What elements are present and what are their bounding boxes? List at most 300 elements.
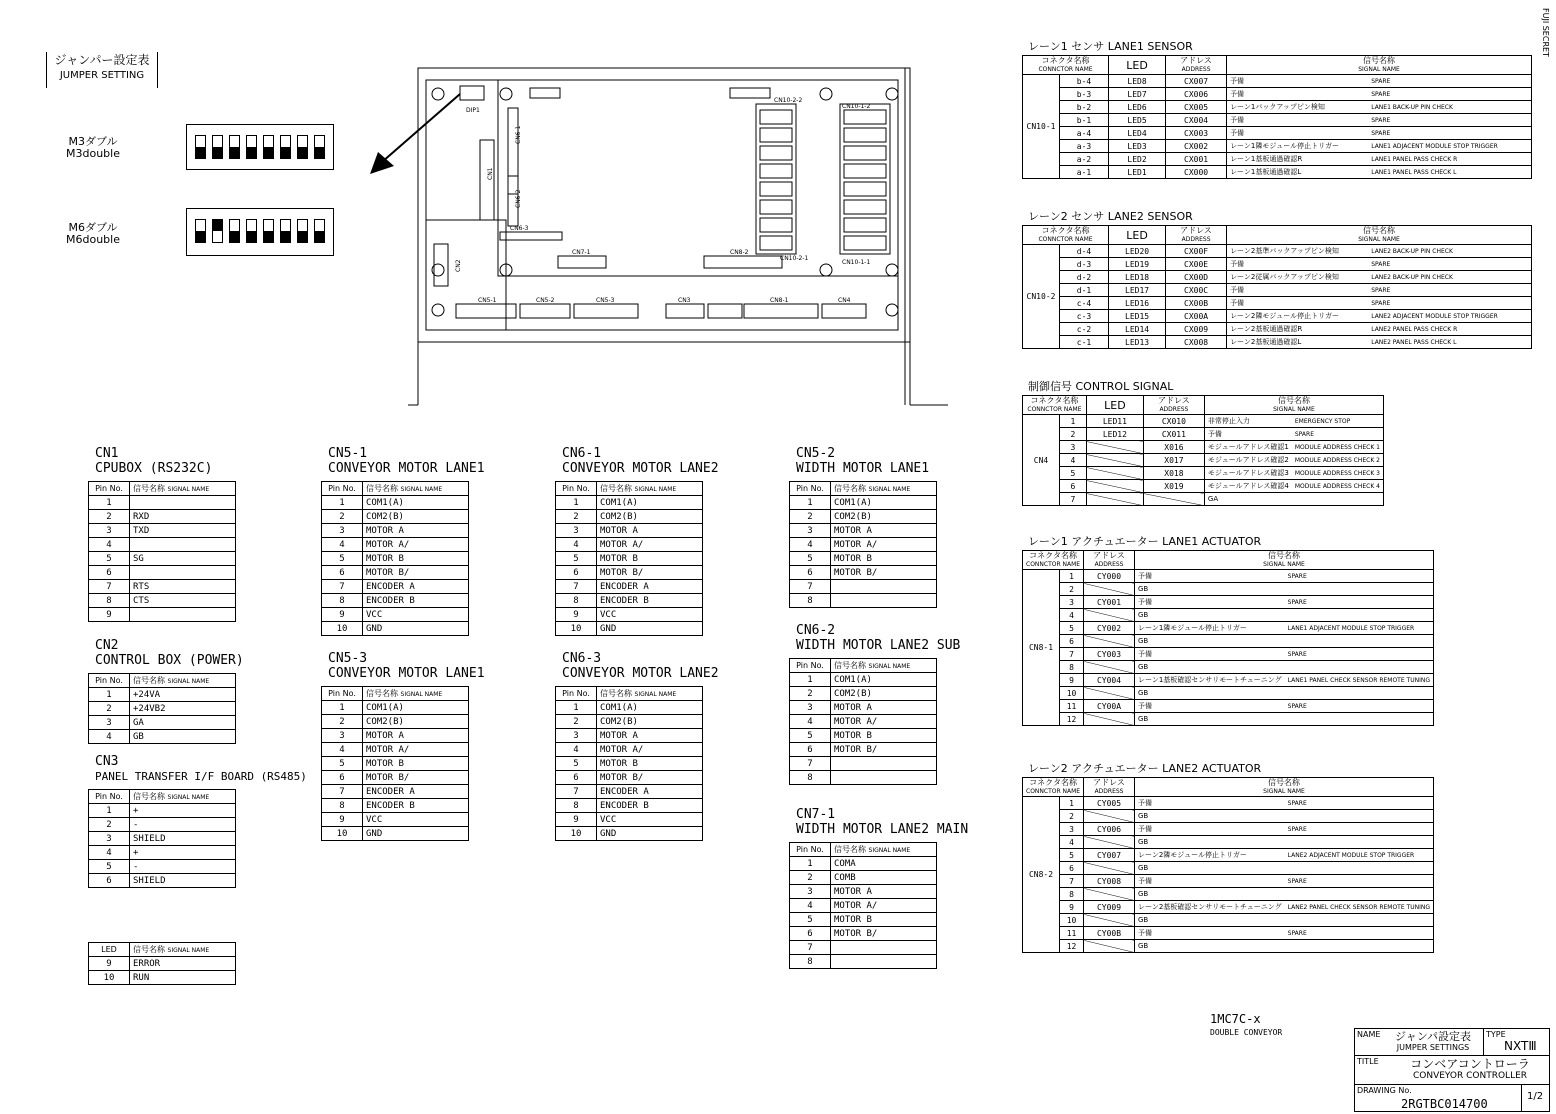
lane1-sensor-table [1022,55,1532,179]
table-row [1023,661,1434,674]
signal-en-cell: MODULE ADDRESS CHECK 4 [1292,480,1384,493]
sensor-connector [760,182,792,196]
signal-ja-cell: GB [1134,661,1284,674]
table-row [556,757,703,771]
signal-header: 信号名称 SIGNAL NAME [1204,396,1383,415]
pin-cell: 7 [89,580,130,594]
signal-en-cell: LANE1 PANEL PASS CHECK L [1368,166,1531,179]
title-en: CONVEYOR CONTROLLER [1412,1071,1528,1081]
pin-header: Pin No. [790,482,831,496]
signal-cell: + [130,846,236,860]
address-cell [1084,836,1135,849]
table-row [790,566,937,580]
signal-ja-cell: レーン2基板通過確認L [1227,336,1369,349]
signal-header: 信号名称 SIGNAL NAME [597,482,703,496]
signal-cell: ERROR [130,957,236,971]
signal-en-cell: SPARE [1368,114,1531,127]
mounting-hole [820,264,832,276]
signal-cell [831,941,937,955]
signal-cell: COM2(B) [363,715,469,729]
lane1-actuator-title: レーン1 アクチュエーター LANE1 ACTUATOR [1028,535,1262,548]
table-row [556,743,703,757]
address-cell: X016 [1143,441,1204,454]
pin-header: Pin No. [89,674,130,688]
signal-en-cell: SPARE [1368,297,1531,310]
pin-cell: 2 [89,818,130,832]
signal-ja-cell: 予備 [1204,428,1291,441]
pin-cell: 4 [556,743,597,757]
signal-en-cell [1285,914,1434,927]
pin-cell: 8 [1060,888,1084,901]
sensor-connector [844,200,886,214]
pin-cell: 1 [89,688,130,702]
signal-cell: SHIELD [130,832,236,846]
cn2-board-label: CN2 [455,259,462,272]
signal-cell: VCC [363,813,469,827]
table-row [790,955,937,969]
cn6-2-board-label: CN6-2 [515,189,522,208]
pin-cell: a-1 [1060,166,1109,179]
pin-cell: 3 [1060,596,1084,609]
signal-cell: CTS [130,594,236,608]
pin-cell: 8 [1060,661,1084,674]
signal-cell: COMB [831,871,937,885]
signal-ja-cell: GB [1134,810,1284,823]
table-row [89,538,236,552]
signal-cell: MOTOR A/ [597,743,703,757]
signal-cell: VCC [597,608,703,622]
signal-en-cell: LANE2 ADJACENT MODULE STOP TRIGGER [1368,310,1531,323]
jumper-title-box: ジャンパー設定表 JUMPER SETTING [46,52,158,88]
pin-cell: 6 [1060,862,1084,875]
signal-en-cell: SPARE [1285,927,1434,940]
connector-header: コネクタ名称 CONNCTOR NAME [1023,56,1109,75]
led-cell: LED17 [1109,284,1166,297]
pin-cell: 2 [322,510,363,524]
signal-ja-cell: 予備 [1227,114,1369,127]
pin-cell: 5 [556,757,597,771]
pin-cell: 7 [556,785,597,799]
led-cell: LED12 [1086,428,1143,441]
table-row [556,622,703,636]
address-cell [1084,661,1135,674]
signal-en-cell [1285,810,1434,823]
signal-en-cell: SPARE [1285,797,1434,810]
address-cell: CY003 [1084,648,1135,661]
signal-cell: MOTOR B/ [597,771,703,785]
table-row [556,552,703,566]
pin-cell: 1 [790,857,831,871]
dip-switch-position [280,135,291,159]
dip-switch-position [212,219,223,243]
pin-cell: 8 [556,799,597,813]
led-table [88,942,236,985]
signal-cell: ENCODER B [597,799,703,813]
table-row [1023,415,1384,428]
cn6-2-title: CN6-2 WIDTH MOTOR LANE2 SUB [796,623,961,653]
secret-side-label: FUJI SECRET [1541,8,1550,57]
sensor-connector [760,146,792,160]
control-signal-title: 制御信号 CONTROL SIGNAL [1028,380,1174,393]
table-row [1023,101,1532,114]
pin-cell: 4 [790,899,831,913]
signal-cell: ENCODER B [363,799,469,813]
signal-ja-cell: モジュールアドレス確認4 [1204,480,1291,493]
signal-cell: MOTOR A [831,524,937,538]
table-row [89,608,236,622]
table-row [1023,888,1434,901]
signal-ja-cell: 予備 [1227,297,1369,310]
signal-en-cell [1285,687,1434,700]
connector-cell: CN8-1 [1023,570,1060,726]
pin-cell: 5 [322,552,363,566]
signal-cell: MOTOR B [831,552,937,566]
pin-cell: 5 [89,860,130,874]
signal-cell: MOTOR B [831,913,937,927]
cn5-1-title: CN5-1 CONVEYOR MOTOR LANE1 [328,446,485,476]
signal-cell: MOTOR B [831,729,937,743]
table-row [1023,927,1434,940]
table-row [322,813,469,827]
signal-cell: COM1(A) [831,496,937,510]
pin-cell: 2 [322,715,363,729]
table-row [1023,258,1532,271]
address-cell: CY008 [1084,875,1135,888]
dip-switch-position [280,219,291,243]
led-cell: LED3 [1109,140,1166,153]
signal-ja-cell: GB [1134,583,1284,596]
signal-cell: COM2(B) [831,687,937,701]
dip-switch-position [263,135,274,159]
signal-cell: MOTOR B/ [831,566,937,580]
table-row [322,510,469,524]
signal-cell: COM2(B) [831,510,937,524]
table-row [322,580,469,594]
signal-ja-cell: 予備 [1227,127,1369,140]
signal-ja-cell: GB [1134,635,1284,648]
signal-ja-cell: 予備 [1227,75,1369,88]
signal-ja-cell: モジュールアドレス確認2 [1204,454,1291,467]
table-row [322,566,469,580]
pin-cell: b-2 [1060,101,1109,114]
signal-cell: COM2(B) [363,510,469,524]
address-cell [1084,713,1135,726]
cn2-table [88,673,236,744]
pin-cell: d-1 [1060,284,1109,297]
signal-cell: +24VB2 [130,702,236,716]
signal-cell: ENCODER B [363,594,469,608]
table-row [89,594,236,608]
pin-cell: 9 [1060,674,1084,687]
table-row [556,771,703,785]
m6-label: M6ダブル M6double [66,221,120,246]
signal-header: 信号名称 SIGNAL NAME [1134,551,1433,570]
signal-ja-cell: 予備 [1227,258,1369,271]
signal-en-cell: SPARE [1285,700,1434,713]
address-cell: CX001 [1166,153,1227,166]
pin-cell: 5 [556,552,597,566]
address-cell [1143,493,1204,506]
signal-ja-cell: 予備 [1134,823,1284,836]
table-row [1023,901,1434,914]
signal-cell: VCC [597,813,703,827]
table-row [89,846,236,860]
lane1-sensor-title: レーン1 センサ LANE1 SENSOR [1028,40,1193,53]
signal-ja-cell: モジュールアドレス確認3 [1204,467,1291,480]
sensor-connector [760,110,792,124]
table-row [556,827,703,841]
pin-cell: 6 [89,566,130,580]
table-row [1023,480,1384,493]
pin-cell: 1 [1060,415,1087,428]
sensor-connector [844,146,886,160]
pin-cell: 6 [790,927,831,941]
signal-en-cell: SPARE [1368,88,1531,101]
signal-ja-cell: 予備 [1227,88,1369,101]
cn10-2-1-board-label: CN10-2-1 [780,255,809,262]
address-cell: CX00C [1166,284,1227,297]
signal-header: 信号名称 SIGNAL NAME [130,790,236,804]
table-row [1023,114,1532,127]
signal-en-cell: LANE1 ADJACENT MODULE STOP TRIGGER [1368,140,1531,153]
led-cell [1086,493,1143,506]
signal-en-cell: LANE1 ADJACENT MODULE STOP TRIGGER [1285,622,1434,635]
table-row [89,716,236,730]
cn5-2-board-label: CN5-2 [536,297,555,304]
address-cell: CY00A [1084,700,1135,713]
table-row [556,785,703,799]
signal-cell: SG [130,552,236,566]
pin-cell: 11 [1060,927,1084,940]
pin-cell: 5 [322,757,363,771]
table-row [1023,849,1434,862]
cn10-2-2-board-label: CN10-2-2 [774,97,803,104]
pin-cell: 4 [790,538,831,552]
address-cell: CY009 [1084,901,1135,914]
address-cell: CX00F [1166,245,1227,258]
pin-cell: 7 [790,757,831,771]
signal-ja-cell: GB [1134,888,1284,901]
address-cell: CX009 [1166,323,1227,336]
table-row [1023,441,1384,454]
table-row [1023,493,1384,506]
pin-cell: b-1 [1060,114,1109,127]
signal-cell [831,955,937,969]
led-header: LED [1109,56,1166,75]
dip-switch-position [246,135,257,159]
table-row [1023,674,1434,687]
cn4-board-label: CN4 [838,297,851,304]
signal-cell: +24VA [130,688,236,702]
signal-cell: COM1(A) [363,496,469,510]
pin-cell: 9 [89,957,130,971]
signal-cell: MOTOR B/ [831,743,937,757]
address-header: アドレス ADDRESS [1166,226,1227,245]
type-label: TYPE [1486,1030,1506,1039]
signal-en-cell: MODULE ADDRESS CHECK 1 [1292,441,1384,454]
address-cell: CY007 [1084,849,1135,862]
pin-cell: 6 [790,566,831,580]
table-row [322,771,469,785]
signal-header: 信号名称 SIGNAL NAME [130,674,236,688]
table-row [790,496,937,510]
dip-switch-position [263,219,274,243]
signal-ja-cell: GB [1134,713,1284,726]
pin-cell: 9 [89,608,130,622]
connector-header: コネクタ名称 CONNCTOR NAME [1023,226,1109,245]
signal-cell: MOTOR B/ [363,566,469,580]
table-row [322,538,469,552]
type-value: NXTⅢ [1504,1039,1537,1053]
address-cell: CX004 [1166,114,1227,127]
pin-cell: 8 [322,594,363,608]
pin-cell: 8 [556,594,597,608]
pin-cell: 1 [89,804,130,818]
connector-cell: CN10-1 [1023,75,1060,179]
pin-cell: 12 [1060,940,1084,953]
title-label: TITLE [1357,1057,1379,1066]
signal-cell [130,496,236,510]
address-cell: CX00E [1166,258,1227,271]
signal-cell: MOTOR B [597,552,703,566]
dip-switch-position [195,135,206,159]
pin-header: LED [89,943,130,957]
dip-switch-position [229,219,240,243]
table-row [89,730,236,744]
cn7-1-board-label: CN7-1 [572,249,591,256]
table-row [1023,271,1532,284]
signal-cell [831,771,937,785]
cn6-1-title: CN6-1 CONVEYOR MOTOR LANE2 [562,446,719,476]
pin-cell: 12 [1060,713,1084,726]
m3-label: M3ダブル M3double [66,135,120,160]
connector-header: コネクタ名称 CONNCTOR NAME [1023,396,1087,415]
signal-en-cell: SPARE [1368,284,1531,297]
signal-ja-cell: GA [1204,493,1291,506]
address-cell [1084,583,1135,596]
signal-ja-cell: レーン2隣モジュール停止トリガー [1134,849,1284,862]
pin-cell: 4 [1060,454,1087,467]
signal-en-cell [1285,836,1434,849]
signal-cell: COM1(A) [597,496,703,510]
signal-en-cell: LANE2 PANEL CHECK SENSOR REMOTE TUNING [1285,901,1434,914]
cn8-2-board-label: CN8-2 [730,249,749,256]
table-row [790,743,937,757]
pin-cell: 4 [556,538,597,552]
pin-cell: 9 [556,608,597,622]
table-row [1023,823,1434,836]
pin-cell: 7 [322,785,363,799]
signal-en-cell [1285,862,1434,875]
signal-header: 信号名称 SIGNAL NAME [831,843,937,857]
pin-cell: b-3 [1060,88,1109,101]
m3-dip-switch [186,124,334,170]
table-row [322,785,469,799]
address-cell: X019 [1143,480,1204,493]
cn5-3-board-label: CN5-3 [596,297,615,304]
address-cell: CX005 [1166,101,1227,114]
pin-cell: 10 [1060,914,1084,927]
signal-cell: ENCODER A [363,580,469,594]
signal-en-cell: SPARE [1368,127,1531,140]
signal-cell: COMA [831,857,937,871]
table-row [790,857,937,871]
table-row [1023,635,1434,648]
table-row [89,688,236,702]
table-row [1023,596,1434,609]
pin-cell: 6 [556,566,597,580]
table-row [790,673,937,687]
address-cell: CY001 [1084,596,1135,609]
signal-cell: - [130,818,236,832]
pin-cell: b-4 [1060,75,1109,88]
signal-header: 信号名称 SIGNAL NAME [130,482,236,496]
pin-cell: d-2 [1060,271,1109,284]
pin-cell: 7 [322,580,363,594]
pin-header: Pin No. [322,482,363,496]
table-row [790,899,937,913]
signal-en-cell: LANE1 BACK-UP PIN CHECK [1368,101,1531,114]
address-cell: CX008 [1166,336,1227,349]
signal-cell: COM2(B) [597,715,703,729]
signal-cell: MOTOR A [597,524,703,538]
sensor-connector [844,236,886,250]
mounting-hole [432,88,444,100]
signal-cell: MOTOR A/ [831,538,937,552]
table-row [89,524,236,538]
mounting-hole [886,264,898,276]
signal-ja-cell: レーン2基準バックアップピン検知 [1227,245,1369,258]
pin-cell: 6 [322,771,363,785]
pin-cell: 3 [322,524,363,538]
cn6-1-board-label: CN6-1 [515,125,522,144]
signal-en-cell [1285,609,1434,622]
address-cell: CX007 [1166,75,1227,88]
sensor-connector [760,236,792,250]
address-cell: CX00A [1166,310,1227,323]
sensor-connector [844,128,886,142]
pin-cell: 9 [322,813,363,827]
pin-cell: 3 [89,524,130,538]
pin-cell: 4 [322,538,363,552]
mounting-hole [432,304,444,316]
pin-cell: 4 [89,846,130,860]
signal-ja-cell: レーン1バックアップピン検知 [1227,101,1369,114]
table-row [556,580,703,594]
signal-en-cell: SPARE [1285,570,1434,583]
cn5-1-board-label: CN5-1 [478,297,497,304]
signal-en-cell: LANE2 PANEL PASS CHECK R [1368,323,1531,336]
signal-cell [831,580,937,594]
table-row [89,702,236,716]
signal-header: 信号名称 SIGNAL NAME [363,687,469,701]
led-cell: LED11 [1086,415,1143,428]
signal-cell: MOTOR A [831,701,937,715]
pin-cell: d-4 [1060,245,1109,258]
dip-switch-position [229,135,240,159]
dip-switch-position [212,135,223,159]
signal-ja-cell: レーン1基板確認センサリモートチューニング [1134,674,1284,687]
pin-cell: 1 [1060,797,1084,810]
table-row [1023,336,1532,349]
table-row [1023,914,1434,927]
pin-cell: 2 [89,510,130,524]
table-row [556,813,703,827]
pin-cell: 5 [790,729,831,743]
signal-cell: MOTOR A/ [831,899,937,913]
table-row [1023,127,1532,140]
table-row [1023,284,1532,297]
